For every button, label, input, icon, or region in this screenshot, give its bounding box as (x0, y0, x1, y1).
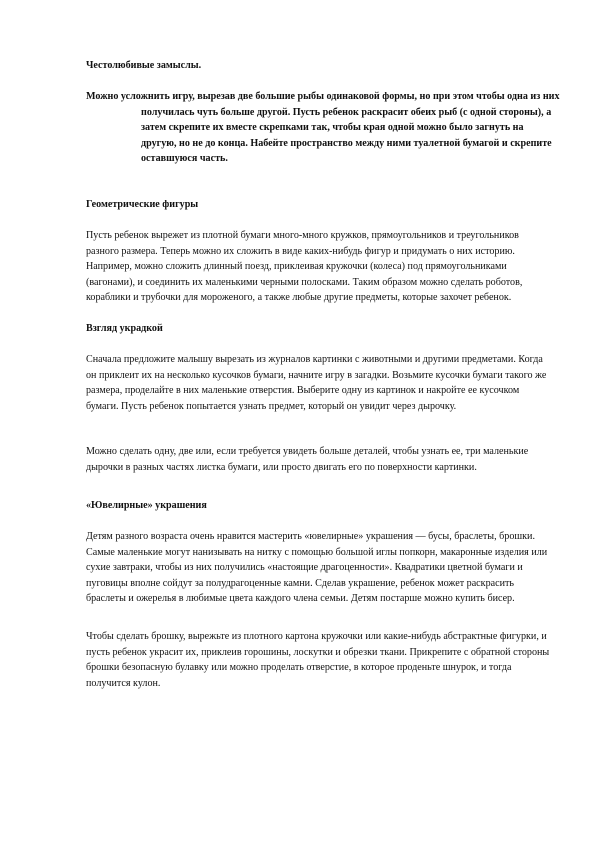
paragraph-geometric-shapes: Пусть ребенок вырежет из плотной бумаги много-много кружков, прямоугольников и треугольников разного размера. Теперь можно их сложить в виде каких-нибудь фигур и придумать о них историю. Например, можно сложить длинный поезд, приклеивая кружочки (колеса) под прямоугольниками (вагонами), и соединить их маленькими черными полосками. Таким образом можно сделать роботов, кораблики и трубочки для мороженого, а также любые другие предметы, которые захочет ребенок. (86, 230, 523, 304)
section-heading-jewelry: «Ювелирные» украшения (86, 500, 207, 511)
paragraph-jewelry-2: Чтобы сделать брошку, вырежьте из плотного картона кружочки или какие-нибудь абстрактные фигурки, и пусть ребенок украсит их, приклеив горошины, лоскутки и обрезки ткани. Прикрепите с обратной стороны брошки безопасную булавку или можно проделать отверстие, в которое проденьте шнурок, и тогда получится кулон. (86, 631, 550, 689)
paragraph-peek-2: Можно сделать одну, две или, если требуется увидеть больше деталей, чтобы узнать ее, три маленькие дырочки в разных частях листка бумаги, или просто двигать его по поверхности картинки. (86, 446, 529, 473)
paragraph-jewelry-1: Детям разного возраста очень нравится мастерить «ювелирные» украшения — бусы, браслеты, брошки. Самые маленькие могут нанизывать на нитку с помощью большой иглы попкорн, макаронные изделия или сухие завтраки, чтобы из них получились «настоящие драгоценности». Квадратики цветной бумаги и пуговицы вполне сойдут за полудрагоценные камни. Сделав украшение, ребенок может раскрасить браслеты и ожерелья в любимые цвета каждого члена семьи. Детям постарше можно купить бисер. (86, 531, 548, 605)
paragraph-peek-1: Сначала предложите малышу вырезать из журналов картинки с животными и другими предметами. Когда он приклеит их на несколько кусочков бумаги, начните игру в загадки. Возьмите кусочки бумаги такого же размера, проделайте в них маленькие отверстия. Выберите одну из картинок и накройте ее кусочком бумаги. Пусть ребенок попытается узнать предмет, который он увидит через дырочку. (86, 354, 547, 412)
section-heading-peek: Взгляд украдкой (86, 323, 163, 334)
paragraph-ambitions: Можно усложнить игру, вырезав две большие рыбы одинаковой формы, но при этом чтобы одна из них получилась чуть больше другой. Пусть ребенок раскрасит обеих рыб (с одной стороны), а затем скрепите их вместе скрепками так, чтобы края одной можно было загнуть на другую, но не до конца. Набейте пространство между ними туалетной бумагой и скрепите оставшуюся часть. (86, 91, 560, 165)
section-heading-ambitions: Честолюбивые замыслы. (86, 60, 202, 71)
section-heading-geometric-shapes: Геометрические фигуры (86, 199, 199, 210)
